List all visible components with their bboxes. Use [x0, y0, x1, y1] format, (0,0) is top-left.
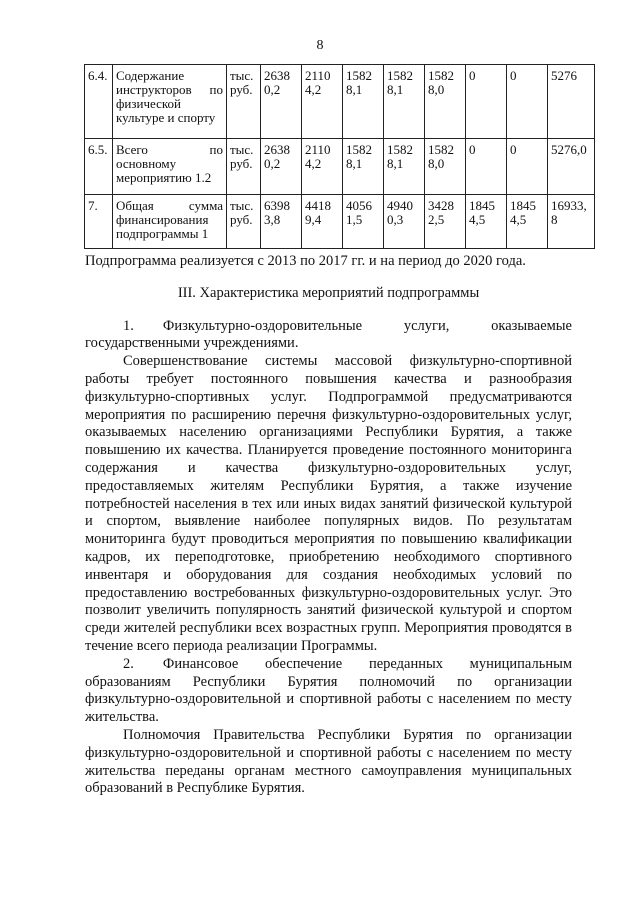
table-row: [85, 65, 595, 139]
table-cell: 49400,3: [384, 195, 425, 249]
row-description: Содержание инструкторов по физической культуре и спорту: [113, 65, 227, 139]
table-cell: 26380,2: [261, 65, 302, 139]
table-cell: 21104,2: [302, 139, 343, 195]
table-row: [85, 195, 595, 249]
table-cell: 44189,4: [302, 195, 343, 249]
row-unit: тыс. руб.: [227, 195, 261, 249]
table-cell: 15828,1: [384, 139, 425, 195]
row-unit: тыс. руб.: [227, 65, 261, 139]
row-number: 7.: [85, 195, 113, 249]
after-table-note: Подпрограмма реализуется с 2013 по 2017 гг. и на период до 2020 года.: [85, 253, 526, 269]
table-cell: 15828,1: [384, 65, 425, 139]
row-number: 6.4.: [85, 65, 113, 139]
table-cell: 21104,2: [302, 65, 343, 139]
table-cell: 15828,1: [343, 139, 384, 195]
table-cell: 5276: [548, 65, 595, 139]
table-cell: 15828,1: [343, 65, 384, 139]
table-cell: 40561,5: [343, 195, 384, 249]
table-cell: 16933,8: [548, 195, 595, 249]
table-cell: 15828,0: [425, 139, 466, 195]
table-cell: 63983,8: [261, 195, 302, 249]
row-unit: тыс. руб.: [227, 139, 261, 195]
table-cell: 18454,5: [507, 195, 548, 249]
paragraph-item-1: 1. Физкультурно-оздоровительные услуги, оказываемые государственными учреждениями.: [85, 317, 572, 352]
table-cell: 34282,5: [425, 195, 466, 249]
row-number: 6.5.: [85, 139, 113, 195]
table-cell: 15828,0: [425, 65, 466, 139]
paragraph: Полномочия Правительства Республики Бурятия по организации физкультурно-оздоровительной и спортивной работы с населением по месту жительства переданы органам местного самоуправления муниципальных образований в Республике Бурятия.: [85, 726, 572, 797]
row-description: Всего по основному мероприятию 1.2: [113, 139, 227, 195]
table-cell: 18454,5: [466, 195, 507, 249]
paragraph-item-2: 2. Финансовое обеспечение переданных муниципальным образованиям Республики Бурятия полномочий по организации физкультурно-оздоровительной и спортивной работы с населением по месту жительства.: [85, 655, 572, 726]
table-row: [85, 139, 595, 195]
row-description: Общая сумма финансирования подпрограммы 1: [113, 195, 227, 249]
table-cell: 5276,0: [548, 139, 595, 195]
document-body: [85, 253, 572, 798]
paragraph: Совершенствование системы массовой физкультурно-спортивной работы требует постоянного повышения качества и разнообразия физкультурно-спортивных услуг. Подпрограммой предусматриваются мероприятия по расширению перечня физкультурно-оздоровительных услуг, оказываемых населению организациями Республики Бурятия, а также повышению их качества. Планируется проведение постоянного мониторинга содержания и качества физкультурно-оздоровительных услуг, предоставляемых жителям Республики Бурятия, а также изучение потребностей населения в тех или иных видах занятий физической культурой и спортом, выявление наиболее популярных видов. По результатам мониторинга будут проводиться мероприятия по повышению квалификации кадров, их переподготовке, приобретению необходимого спортивного инвентаря и оборудования для создания необходимых условий по предоставлению востребованных физкультурно-оздоровительных услуг. Это позволит увеличить популярность занятий физической культурой и спортом среди жителей республики всех возрастных групп. Мероприятия проводятся в течение всего периода реализации Программы.: [85, 353, 572, 654]
table-cell: 26380,2: [261, 139, 302, 195]
section-title: III. Характеристика мероприятий подпрограммы: [177, 284, 480, 301]
table-cell: 0: [507, 139, 548, 195]
table-cell: 0: [507, 65, 548, 139]
page-number: 8: [316, 38, 324, 53]
table-cell: 0: [466, 65, 507, 139]
financing-table: [84, 64, 595, 249]
table-cell: 0: [466, 139, 507, 195]
